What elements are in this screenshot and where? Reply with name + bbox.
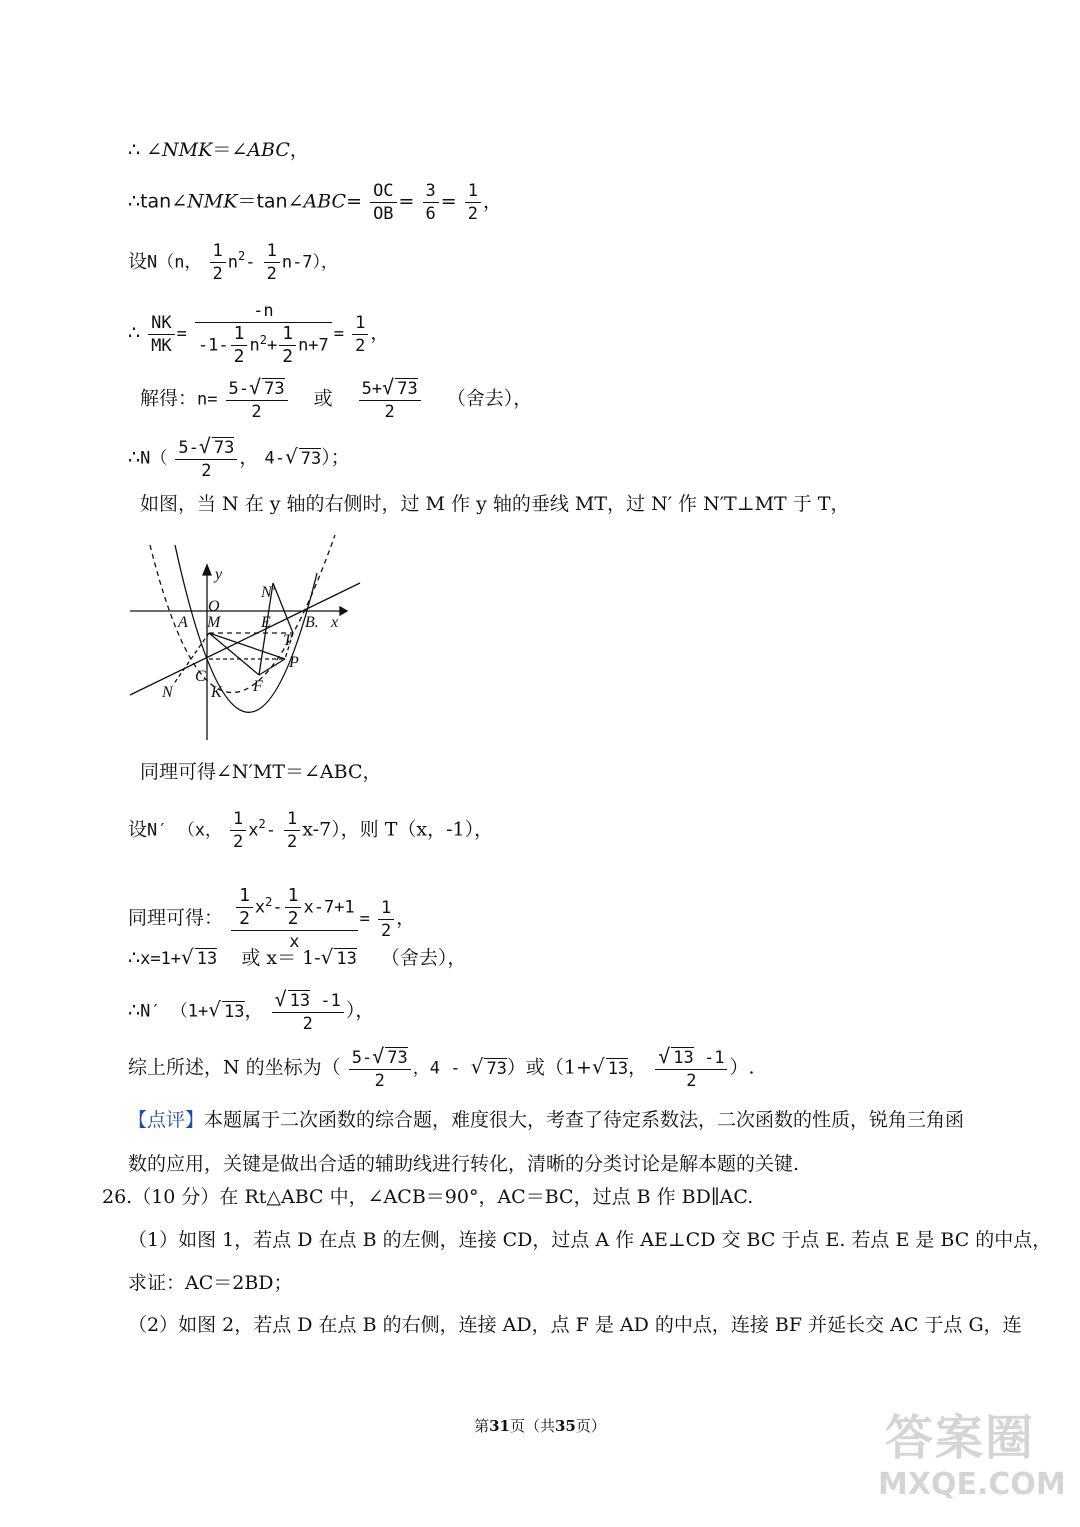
sqrt-icon: √ [208,997,222,1022]
numerator: 1 [285,885,302,908]
term: 5- [228,379,250,399]
denominator: 2 [266,264,277,284]
sqrt-icon: √ [284,444,298,469]
y-axis-arrow-icon [203,565,211,575]
label-n-prime: N′ [261,584,276,601]
sqrt-icon: √ [658,1044,671,1068]
numerator: 1 [352,312,368,335]
summary-text: 综上所述，N 的坐标为（ [128,1056,341,1079]
sqrt-icon: √ [470,1054,484,1079]
solution-line-4 [128,300,389,368]
denominator: 2 [380,920,392,941]
sqrt-icon: √ [181,945,194,969]
fraction-root [272,988,344,1035]
point-open: N′ （x， [147,820,222,841]
radicand: 13 [289,991,311,1011]
label-o: O [208,598,220,615]
fraction-half [285,885,302,930]
watermark-logo-text: 答案圈 [885,1410,1036,1466]
term: ，4 - [412,1058,471,1079]
let-text: 设 [128,250,148,273]
denominator: 2 [467,204,478,224]
denominator-expression [195,323,332,368]
radicand: 13 [196,949,218,969]
term: 5+ [361,379,383,399]
fraction-half [231,323,248,368]
fraction-half [378,897,394,942]
fraction-root-2 [359,376,421,423]
label-m: M [207,614,221,631]
radicand: 13 [673,1048,694,1068]
line-bc [130,583,360,695]
equals: = [346,190,363,213]
label-x: x [331,614,339,631]
let-text: 设 [128,818,148,841]
numerator: 1 [264,240,280,263]
line-nt [273,583,293,633]
numerator: 1 [230,808,246,831]
term: n+7 [298,335,329,356]
radicand: 73 [213,438,235,458]
label-y: y [215,566,223,583]
denominator: 2 [287,832,298,852]
denominator: 2 [302,1014,313,1034]
var-x: x [254,897,266,918]
solution-line-11 [128,945,466,971]
sqrt-icon: √ [382,375,395,399]
fraction-big [231,885,358,953]
line-mf [209,633,259,675]
fraction-root [349,1045,411,1092]
solution-line-1 [128,138,309,162]
n-equals: n= [197,389,218,410]
line-mp [209,633,285,659]
fraction-half [264,240,280,285]
punct: ， [370,322,390,344]
or-text: 或 x＝ 1- [241,947,321,969]
question-26-stem: 26.（10 分）在 Rt△ABC 中，∠ACB＝90°，AC＝BC，过点 B 作 BD∥AC. [102,1186,754,1208]
therefore-symbol: ∴ [128,322,141,344]
term: 4- [264,448,285,469]
numerator: OC [370,180,396,203]
punct: ）. [729,1056,755,1079]
numerator: 1 [284,808,300,831]
point-n-open: N（n， [147,252,202,273]
label-n: N [162,684,173,701]
var-n: n [227,252,239,273]
radicand: 73 [387,1048,408,1068]
comma: ， [244,999,264,1022]
term: 5- [178,438,199,458]
comma: ， [239,446,259,469]
fraction-half [230,808,246,853]
minus: - [272,897,283,918]
punct: ）， [345,999,375,1022]
denominator: 2 [374,1071,385,1091]
numerator-expression [231,885,358,931]
equals: = [333,324,345,344]
numerator: 1 [279,323,296,346]
label-c: C [195,668,206,685]
equals: ＝ [237,190,257,213]
label-e: E [261,614,271,631]
punct: ， [482,190,502,213]
or-text: 或 [313,387,333,410]
question-26-part2: （2）如图 2，若点 D 在点 B 的右侧，连接 AD，点 F 是 AD 的中点，连接 BF 并延长交 AC 于点 G，连 [128,1314,1022,1336]
numerator: NK [148,312,174,335]
radicand: 13 [336,949,357,969]
minus: - [265,820,276,841]
solution-line-2 [128,180,502,225]
fraction-nk-mk [148,312,174,357]
solution-line-8: 同理可得∠N′MT＝∠ABC， [140,761,382,783]
angle-abc: ∠ABC [287,190,347,213]
denominator: 2 [355,335,366,356]
punct: ， [396,907,416,929]
therefore-symbol: ∴ [128,947,141,969]
plus: + [266,335,278,356]
radicand: 73 [300,448,322,469]
solution-line-9 [128,808,493,853]
fraction-half [210,240,226,285]
label-k: K [211,684,222,701]
equals: = [359,909,370,929]
denominator: 2 [233,346,245,367]
x-axis-arrow-icon [340,607,347,615]
fraction-root-1 [226,376,288,423]
radicand: 73 [264,379,285,399]
denominator: MK [151,335,172,356]
term: -1- [197,335,229,356]
solve-text: 解得： [140,387,198,410]
denominator: 2 [251,402,262,422]
footer-text: 第 [474,1417,490,1435]
denominator: 2 [201,461,212,481]
parabola-figure [125,535,365,745]
point-close: x-7），则 T（x，-1）， [302,818,494,841]
solution-line-3 [128,240,338,285]
page-number: 31 [489,1417,510,1435]
angle-nmk: ∠NMK [146,139,213,161]
term: -1 [310,991,341,1011]
denominator: 2 [233,832,244,852]
sqrt-icon: √ [372,1044,385,1068]
solution-line-5 [140,376,532,423]
radicand: 13 [607,1058,629,1079]
fraction-half [236,885,253,930]
tan-text: tan [256,190,288,213]
fraction-half [284,808,300,853]
sqrt-icon: √ [249,375,262,399]
numerator: 1 [378,897,394,920]
denominator: 2 [212,264,223,284]
therefore-symbol: ∴ [128,999,141,1022]
term: x=1+ [140,949,182,969]
label-b: B. [305,614,319,631]
punct: ）； [321,446,350,469]
exponent: 2 [258,817,266,832]
solution-line-13 [128,1045,755,1092]
numerator: 1 [231,323,248,346]
numerator: 3 [423,180,439,203]
angle-abc: ∠ABC [231,139,290,161]
numerator: 1 [236,885,253,908]
angle-nmk: ∠NMK [171,190,238,213]
site-watermark [870,1399,1066,1519]
numerator: 1 [210,240,226,263]
label-p: P [289,654,299,671]
comment-text: 本题属于二次函数的综合题，难度很大，考查了待定系数法，二次函数的性质，锐角三角函数的应用，关键是做出合适的辅助线进行转化，清晰的分类讨论是解本题的关键. [128,1109,965,1175]
label-f: F [253,678,263,695]
fraction-oc-ob [370,180,396,225]
sqrt-icon: √ [198,434,211,458]
term: -1 [693,1048,725,1068]
denominator: OB [373,204,394,224]
denominator: 2 [686,1071,697,1091]
equals: = [398,190,415,213]
point-open: N（ [140,448,168,469]
denominator: 2 [239,908,250,929]
label-a: A [178,614,188,631]
denominator: 2 [384,402,395,422]
watermark-url: MXQE.COM [878,1467,1066,1502]
fraction-half [352,312,368,357]
denominator: 6 [425,204,436,224]
fraction-1-2 [465,180,481,225]
fraction-root [175,435,237,482]
solution-line-12 [128,988,374,1035]
term: x-7+1 [303,897,355,918]
fraction-3-6 [423,180,439,225]
denominator: x [289,932,300,952]
sqrt-icon: √ [274,987,287,1011]
radicand: 73 [397,379,418,399]
solution-line-6 [128,435,350,482]
comma: ， [628,1056,648,1079]
sqrt-icon: √ [320,945,334,969]
comment-paragraph [128,1098,978,1186]
punct: ， [289,139,309,161]
denominator: 2 [282,346,294,367]
tan-text: tan [140,190,172,213]
label-t: T [283,632,292,649]
term: n [249,335,260,356]
question-26-part1-prove: 求证：AC＝2BD； [128,1272,293,1294]
minus: - [245,252,256,273]
point-n-close: n-7）， [281,252,339,273]
var-x: x [248,820,259,841]
equals: = [176,324,187,344]
similar-text: 同理可得： [128,907,224,929]
sqrt-icon: √ [591,1054,605,1079]
therefore-symbol: ∴ [128,190,141,213]
rejected-note: （舍去）， [446,387,533,410]
point-open: N′ （1+ [140,1001,209,1022]
or-text: ）或（1+ [506,1056,592,1079]
exponent: 2 [238,249,246,264]
footer-text: 页（共 [509,1417,555,1435]
question-26-part1: （1）如图 1，若点 D 在点 B 的左侧，连接 CD，过点 A 作 AE⊥CD 交 BC 于点 E. 若点 E 是 BC 的中点， [128,1229,1052,1251]
page-total: 35 [555,1417,576,1435]
equals: = [440,190,457,213]
fraction-half [279,323,296,368]
exponent: 2 [259,332,267,347]
therefore-symbol: ∴ [128,446,141,469]
radicand: 13 [224,1001,245,1022]
term: 5- [351,1048,373,1068]
solution-line-10 [128,885,415,953]
line-fp [259,659,285,675]
numerator: -n [195,300,332,323]
rejected-note: （舍去）， [380,947,467,969]
radicand: 73 [486,1058,507,1079]
comment-tag: 【点评】 [128,1109,205,1131]
equals: ＝ [212,139,232,161]
exponent: 2 [265,894,273,909]
fraction-root [655,1045,727,1092]
therefore-symbol: ∴ [128,139,141,161]
numerator: 1 [465,180,481,203]
solution-line-7: 如图，当 N 在 y 轴的右侧时，过 M 作 y 轴的垂线 MT，过 N′ 作 N′T⊥MT 于 T， [140,493,850,515]
footer-text: 页） [575,1417,606,1435]
denominator: 2 [287,908,299,929]
fraction-big [195,300,332,368]
